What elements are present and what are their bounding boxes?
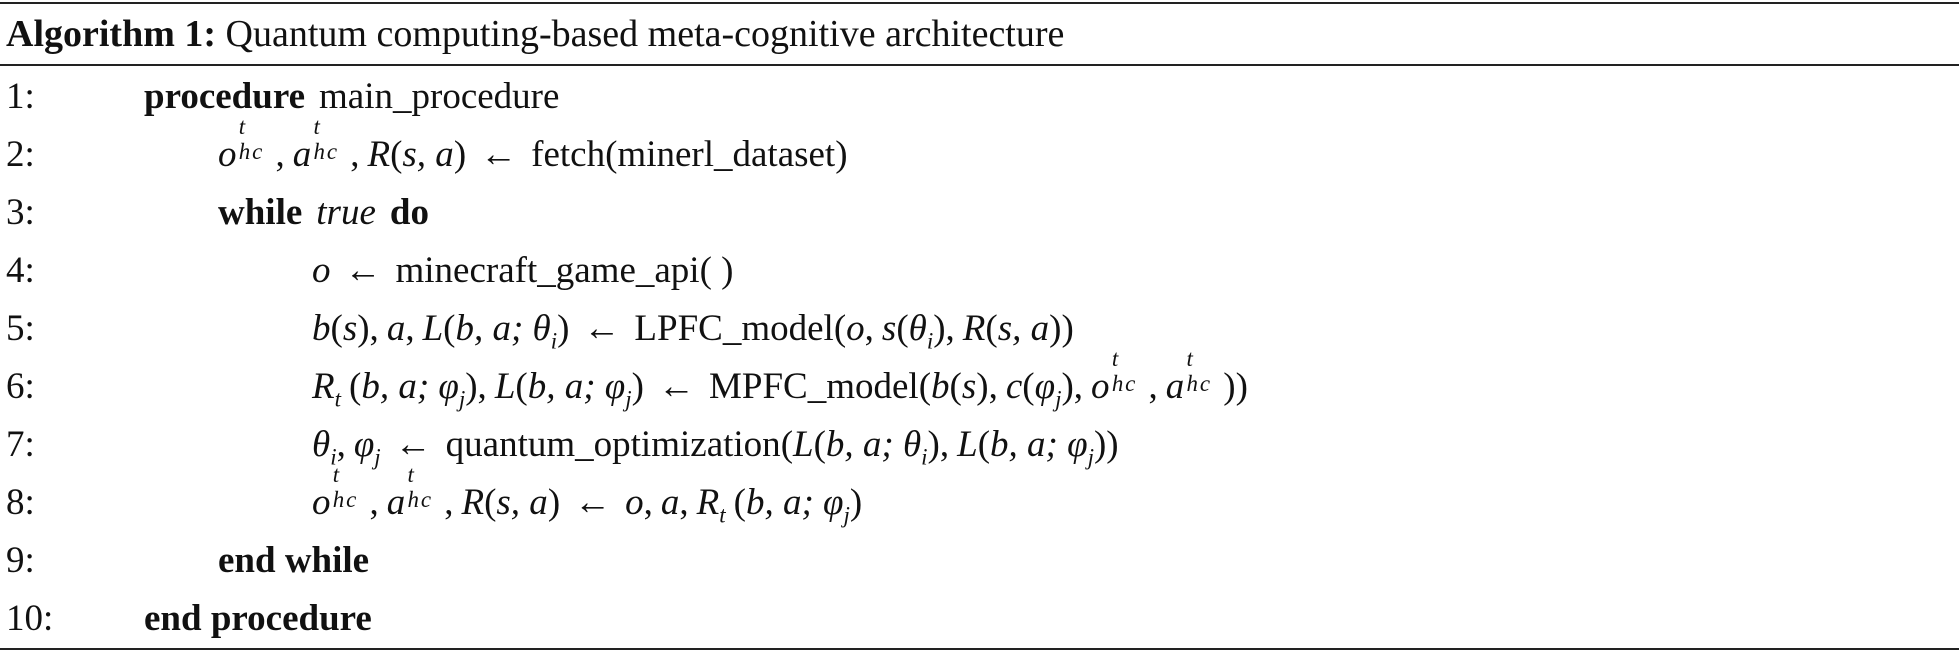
keyword-end-procedure: end procedure	[144, 598, 372, 639]
loop-condition: true	[316, 192, 376, 233]
algorithm-title: Quantum computing-based meta-cognitive architecture	[225, 13, 1065, 55]
assign-arrow: ←	[657, 366, 695, 407]
line-code: $R_t$ (b, a; $\varphi_j$), L(b, a; $\varphi_j$) ← MPFC_model(b(s), $c(\varphi_j)$, o t hc , a t hc ))	[312, 358, 1248, 428]
line-code: o t hc , a t hc , R(s, a) ← o, a, $R_t$ (b, a; $\varphi_j$)	[312, 474, 862, 544]
line-number: 5:	[6, 308, 35, 349]
assign-arrow: ←	[583, 308, 621, 349]
line-number: 3:	[6, 192, 35, 233]
assign-arrow: ←	[574, 482, 612, 523]
line-code	[144, 590, 372, 648]
optimization-call: quantum_optimization	[445, 424, 781, 465]
line-code	[144, 68, 559, 126]
line-code: o t hc , a t hc , R(s, a) ← fetch(minerl_dataset)	[218, 126, 848, 184]
assign-arrow: ←	[394, 424, 432, 465]
bottom-rule	[0, 648, 1959, 650]
assign-arrow: ←	[344, 250, 382, 291]
algorithm-caption	[6, 6, 1064, 62]
api-call: minecraft_game_api( )	[395, 250, 734, 291]
line-code: b(s), a, L(b, a; $\theta_i$) ← LPFC_model(o, $s(\theta_i)$, R(s, a))	[312, 300, 1074, 370]
line-number: 7:	[6, 424, 35, 465]
keyword-end-while: end while	[218, 540, 370, 581]
caption-rule	[0, 64, 1959, 66]
algorithm-label: Algorithm 1:	[6, 13, 217, 55]
keyword-while: while	[218, 192, 303, 233]
line-number: 8:	[6, 482, 35, 523]
line-code: o ← minecraft_game_api( )	[312, 242, 733, 300]
top-rule	[0, 2, 1959, 4]
line-number: 9:	[6, 540, 35, 581]
line-number: 4:	[6, 250, 35, 291]
fetch-call: fetch(minerl_dataset)	[531, 134, 848, 175]
line-code: $\theta_i$, $\varphi_j$ ← quantum_optimization(L(b, a; $\theta_i$), L(b, a; $\varphi_j$))	[312, 416, 1119, 486]
assign-arrow: ←	[480, 134, 518, 175]
model-call: MPFC_model	[708, 366, 919, 407]
keyword-do: do	[389, 192, 429, 233]
line-number: 10:	[6, 598, 54, 639]
line-number: 1:	[6, 76, 35, 117]
line-code	[218, 532, 369, 590]
line-number: 6:	[6, 366, 35, 407]
line-code	[218, 184, 429, 242]
line-number: 2:	[6, 134, 35, 175]
keyword-procedure: procedure	[144, 76, 306, 117]
model-call: LPFC_model	[634, 308, 834, 349]
procedure-name: main_procedure	[319, 76, 560, 117]
